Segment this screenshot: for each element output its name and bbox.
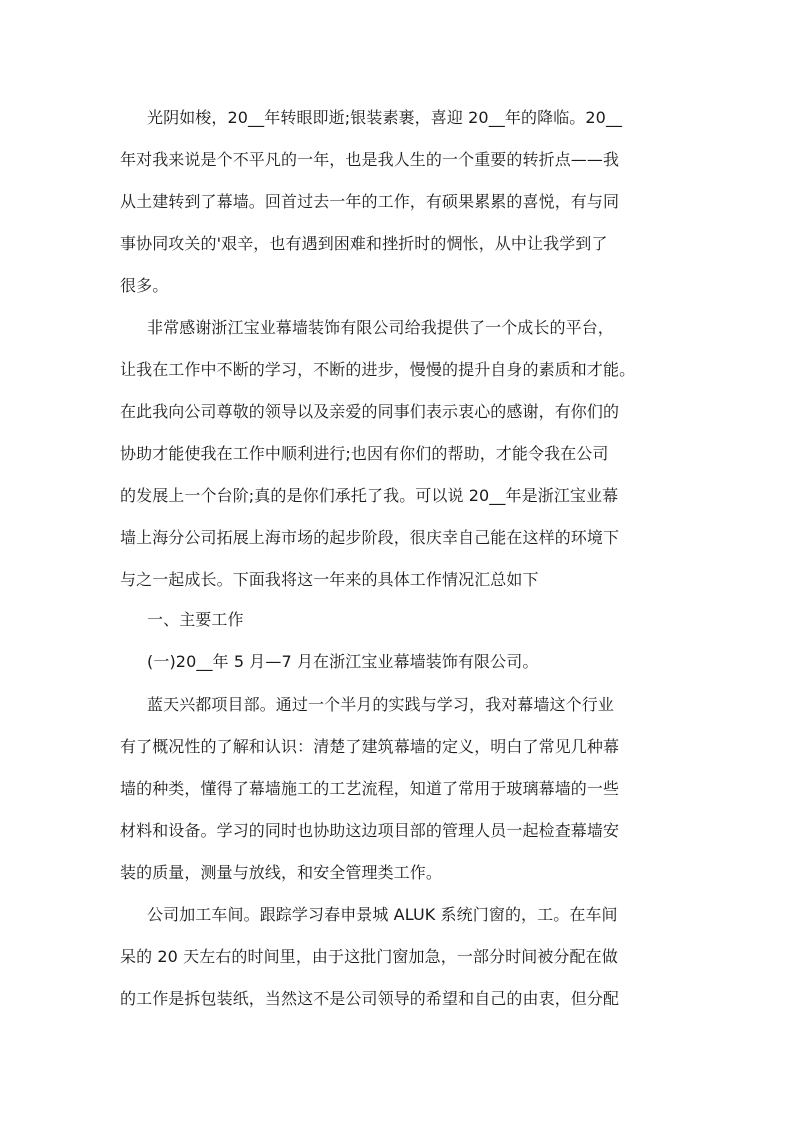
- paragraph-4-line-2: 呆的 20 天左右的时间里，由于这批门窗加急，一部分时间被分配在做: [120, 947, 618, 966]
- paragraph-2-line-6: 墙上海分公司拓展上海市场的起步阶段，很庆幸自己能在这样的环境下: [120, 528, 620, 547]
- paragraph-1-line-5: 很多。: [120, 276, 169, 295]
- paragraph-1-line-4: 事协同攻关的'艰辛，也有遇到困难和挫折时的惆怅，从中让我学到了: [120, 234, 608, 253]
- paragraph-3-line-1: 蓝天兴都项目部。通过一个半月的实践与学习，我对幕墙这个行业: [147, 695, 614, 714]
- paragraph-4-line-1: 公司加工车间。跟踪学习春申景城 ALUK 系统门窗的，工。在车间: [147, 905, 618, 924]
- section-heading: 一、主要工作: [147, 610, 244, 629]
- paragraph-2-line-2: 让我在工作中不断的学习，不断的进步，慢慢的提升自身的素质和才能。: [120, 360, 636, 379]
- paragraph-1-line-3: 从土建转到了幕墙。回首过去一年的工作，有硕果累累的喜悦，有与同: [120, 192, 620, 211]
- paragraph-2-line-3: 在此我向公司尊敬的领导以及亲爱的同事们表示衷心的感谢，有你们的: [120, 402, 620, 421]
- paragraph-2-line-7: 与之一起成长。下面我将这一年来的具体工作情况汇总如下: [120, 570, 539, 589]
- subsection-heading: (一)20__年 5 月—7 月在浙江宝业幕墙装饰有限公司。: [147, 652, 539, 671]
- paragraph-2-line-4: 协助才能使我在工作中顺利进行;也因有你们的帮助，才能令我在公司: [120, 444, 609, 463]
- paragraph-3-line-4: 材料和设备。学习的同时也协助这边项目部的管理人员一起检查幕墙安: [120, 821, 620, 840]
- paragraph-1-line-2: 年对我来说是个不平凡的一年，也是我人生的一个重要的转折点——我: [120, 150, 620, 169]
- paragraph-3-line-2: 有了概况性的了解和认识：清楚了建筑幕墙的定义，明白了常见几种幕: [120, 737, 620, 756]
- paragraph-1-line-1: 光阴如梭，20__年转眼即逝;银装素裹，喜迎 20__年的降临。20__: [147, 108, 623, 127]
- paragraph-3-line-5: 装的质量，测量与放线，和安全管理类工作。: [120, 863, 443, 882]
- paragraph-3-line-3: 墙的种类，懂得了幕墙施工的工艺流程，知道了常用于玻璃幕墙的一些: [120, 779, 620, 798]
- paragraph-2-line-5: 的发展上一个台阶;真的是你们承托了我。可以说 20__年是浙江宝业幕: [120, 486, 619, 505]
- paragraph-2-line-1: 非常感谢浙江宝业幕墙装饰有限公司给我提供了一个成长的平台，: [147, 318, 614, 337]
- paragraph-4-line-3: 的工作是拆包装纸，当然这不是公司领导的希望和自己的由衷，但分配: [120, 989, 620, 1008]
